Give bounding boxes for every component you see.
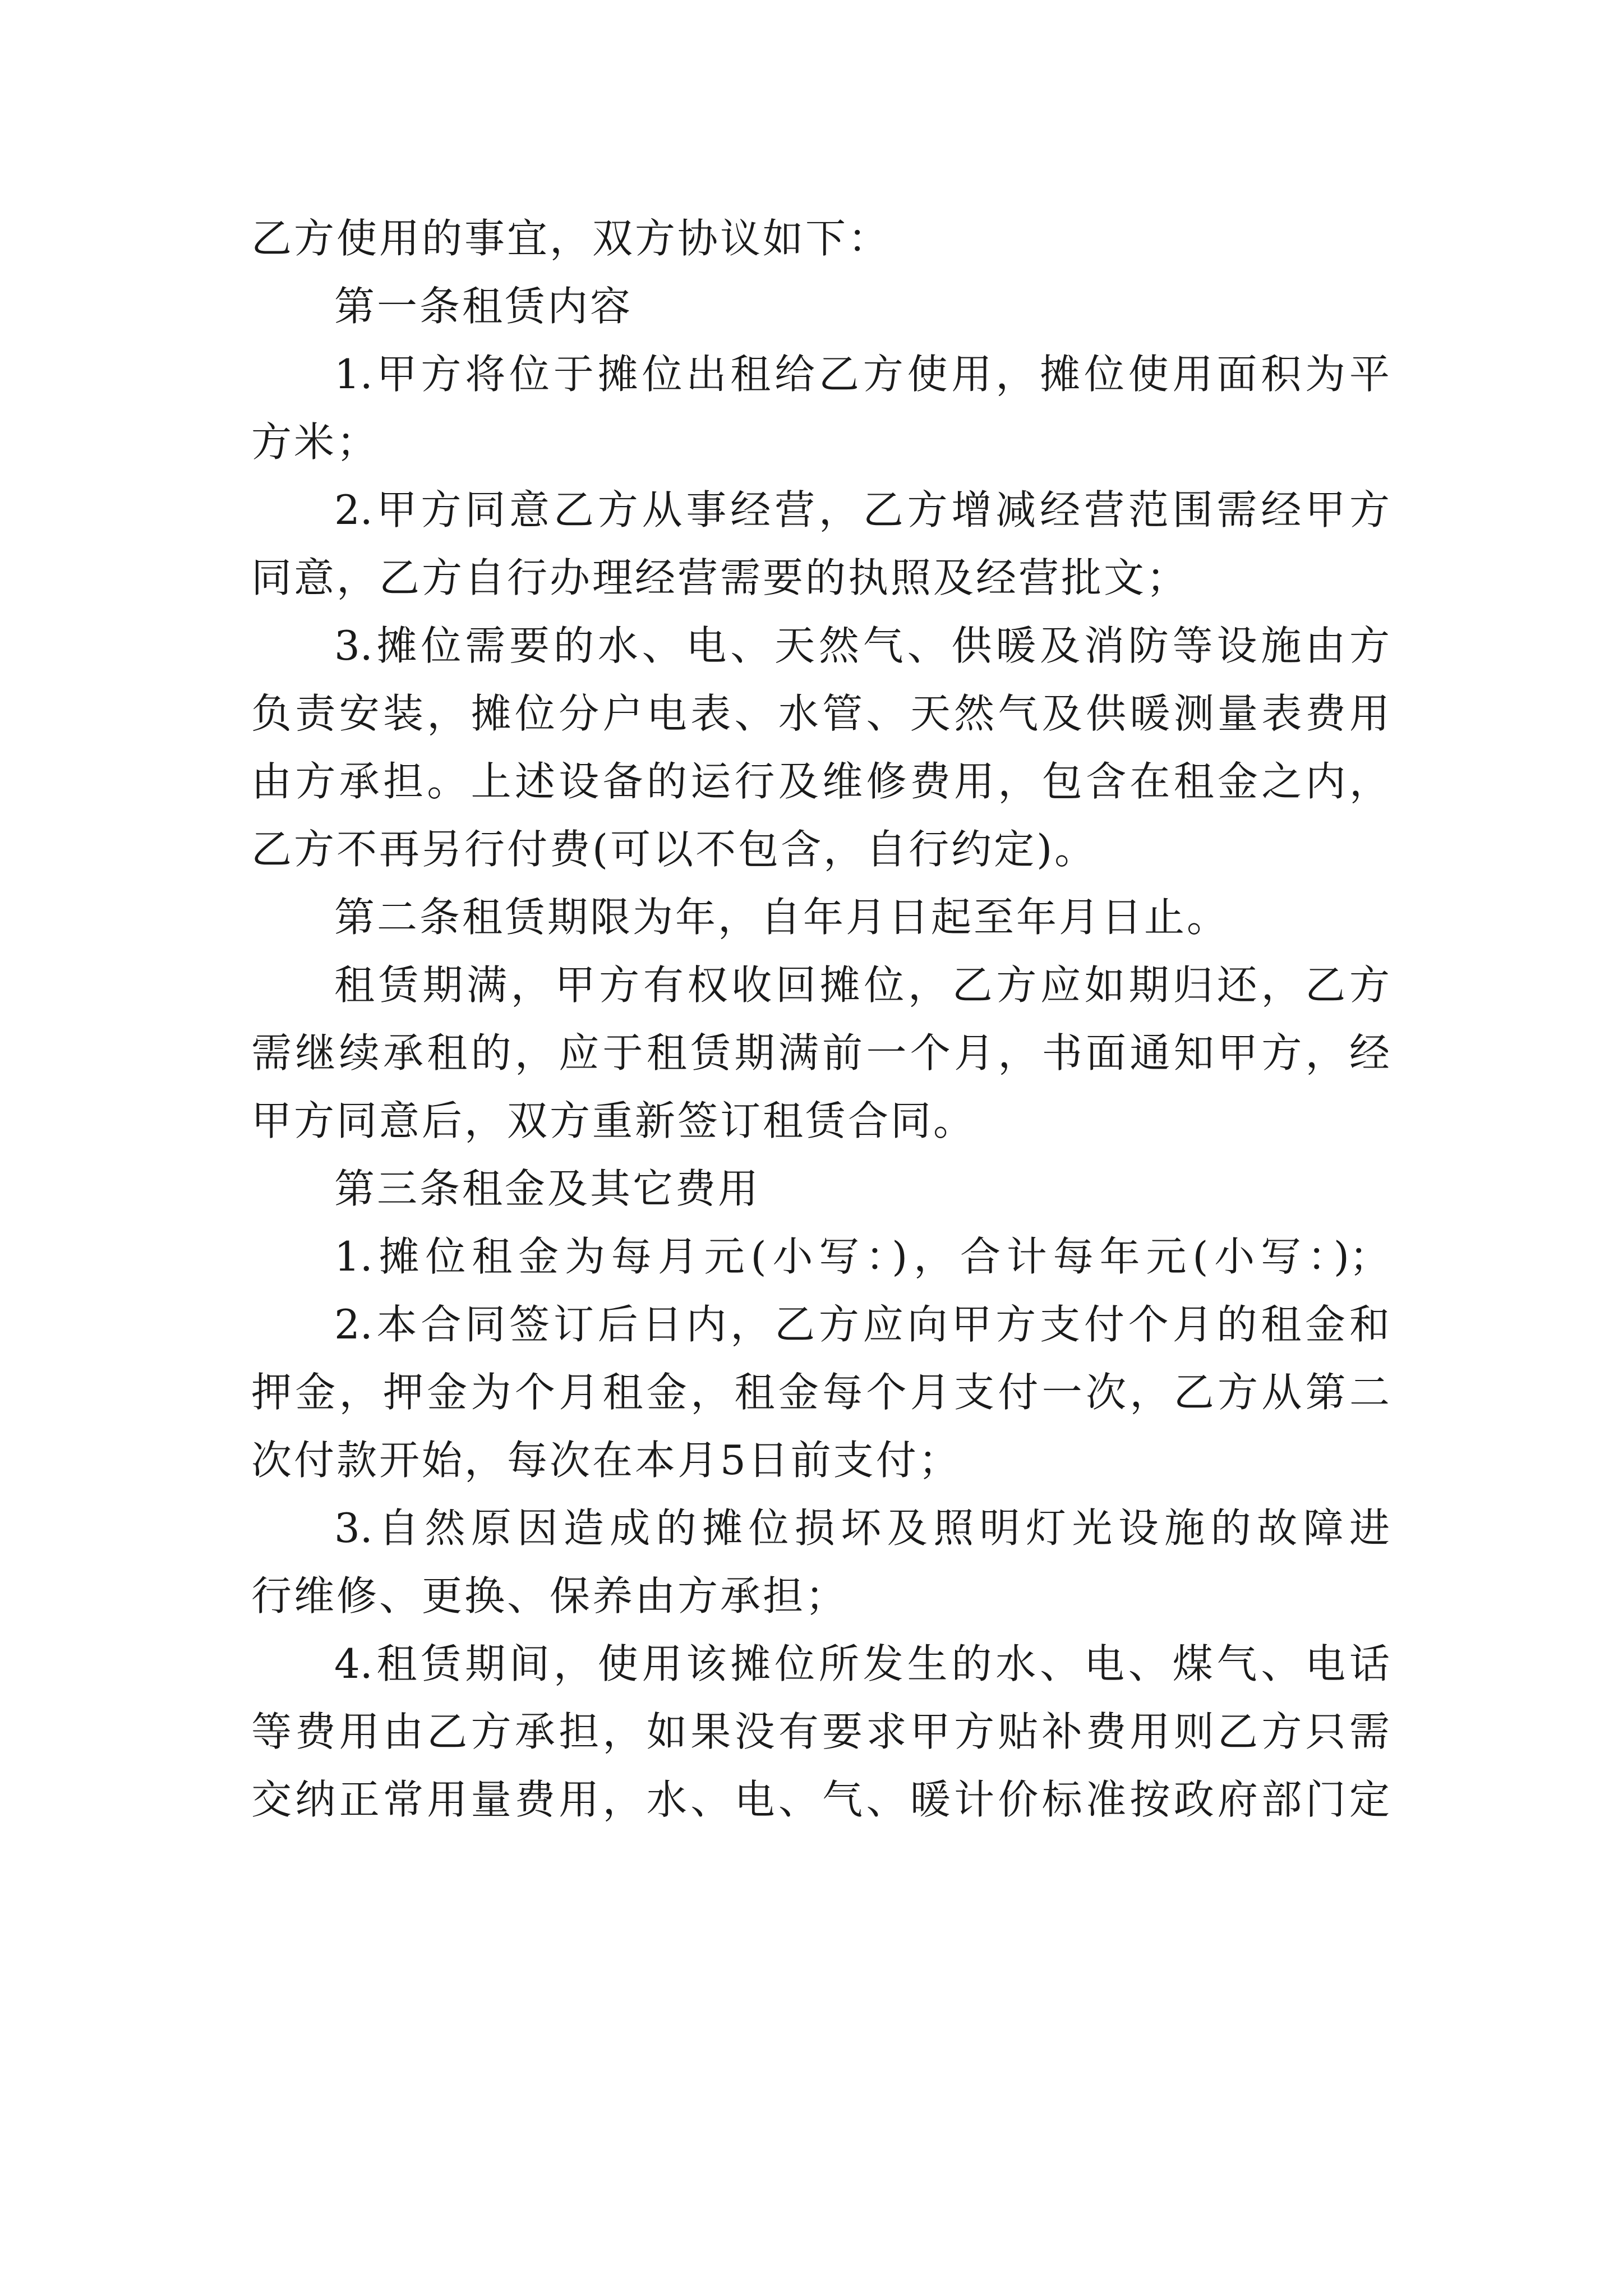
text-line-23: 等费用由乙方承担，如果没有要求甲方贴补费用则乙方只需 bbox=[251, 1708, 1390, 1755]
text-line-10: 乙方不再另行付费(可以不包含，自行约定)。 bbox=[251, 826, 1098, 873]
text-line-5: 2.甲方同意乙方从事经营，乙方增减经营范围需经甲方 bbox=[334, 486, 1390, 533]
text-line-9: 由方承担。上述设备的运行及维修费用，包含在租金之内， bbox=[251, 758, 1390, 805]
article-1-heading: 第一条租赁内容 bbox=[334, 283, 633, 330]
text-line-24: 交纳正常用量费用，水、电、气、暖计价标准按政府部门定 bbox=[251, 1776, 1390, 1823]
text-line-13: 需继续承租的，应于租赁期满前一个月，书面通知甲方，经 bbox=[251, 1029, 1390, 1076]
text-line-6: 同意，乙方自行办理经营需要的执照及经营批文； bbox=[251, 554, 1189, 601]
text-line-20: 3.自然原因造成的摊位损坏及照明灯光设施的故障进 bbox=[334, 1504, 1390, 1552]
text-line-1: 乙方使用的事宜，双方协议如下： bbox=[251, 215, 891, 262]
text-line-17: 2.本合同签订后日内，乙方应向甲方支付个月的租金和 bbox=[334, 1301, 1390, 1348]
text-line-14: 甲方同意后，双方重新签订租赁合同。 bbox=[251, 1097, 976, 1144]
text-line-4: 方米； bbox=[251, 418, 380, 466]
text-line-7: 3.摊位需要的水、电、天然气、供暖及消防等设施由方 bbox=[334, 622, 1390, 669]
text-line-21: 行维修、更换、保养由方承担； bbox=[251, 1572, 849, 1619]
text-line-12: 租赁期满，甲方有权收回摊位，乙方应如期归还，乙方 bbox=[334, 961, 1390, 1009]
text-line-3: 1.甲方将位于摊位出租给乙方使用，摊位使用面积为平 bbox=[334, 351, 1390, 398]
article-3-heading: 第三条租金及其它费用 bbox=[334, 1165, 761, 1212]
text-line-16: 1.摊位租金为每月元(小写：)，合计每年元(小写：)； bbox=[334, 1233, 1390, 1280]
article-2-heading: 第二条租赁期限为年，自年月日起至年月日止。 bbox=[334, 894, 1230, 941]
text-line-22: 4.租赁期间，使用该摊位所发生的水、电、煤气、电话 bbox=[334, 1640, 1390, 1687]
text-line-18: 押金，押金为个月租金，租金每个月支付一次，乙方从第二 bbox=[251, 1369, 1390, 1416]
text-line-19: 次付款开始，每次在本月5日前支付； bbox=[251, 1437, 961, 1484]
text-line-8: 负责安装，摊位分户电表、水管、天然气及供暖测量表费用 bbox=[251, 690, 1390, 737]
